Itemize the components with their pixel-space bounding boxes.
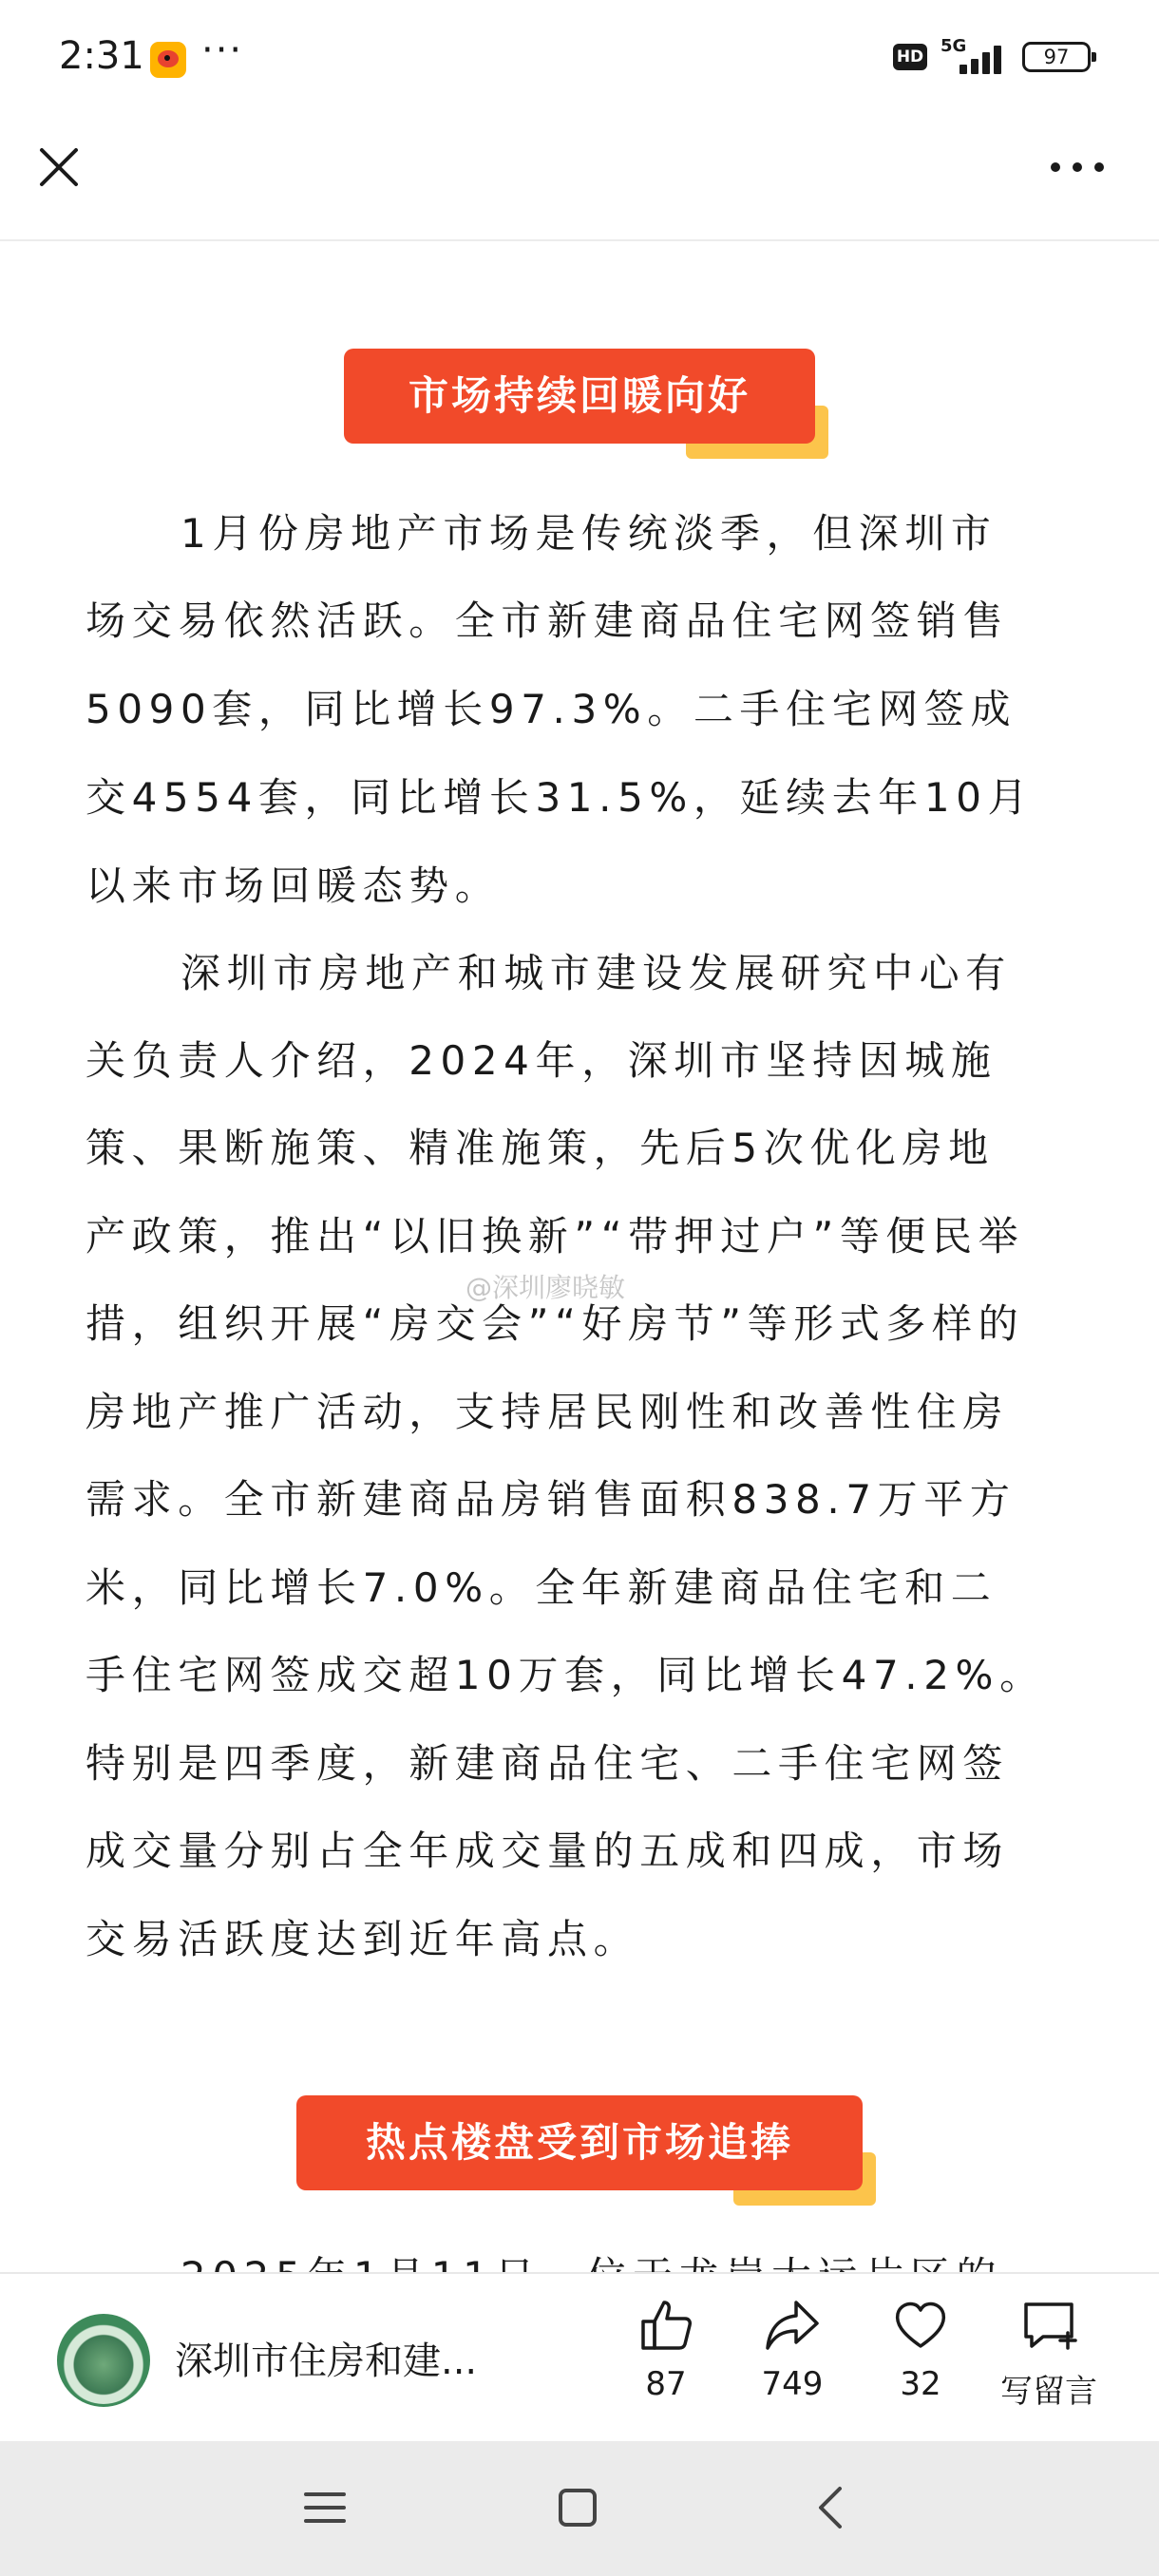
- menu-icon[interactable]: [296, 2479, 353, 2536]
- like-button[interactable]: [604, 2295, 728, 2418]
- section-heading-label: 热点楼盘受到市场追捧: [296, 2095, 863, 2190]
- status-time: 2:31: [59, 34, 144, 78]
- close-icon[interactable]: [34, 142, 84, 192]
- system-navigation-bar: [0, 2441, 1159, 2576]
- paragraph-line: 成交量分别占全年成交量的五成和四成，市场: [86, 1828, 1010, 1874]
- account-avatar[interactable]: [57, 2314, 150, 2407]
- paragraph-line: 场交易依然活跃。全市新建商品住宅网签销售: [86, 597, 1010, 644]
- comment-add-icon: [1018, 2295, 1079, 2356]
- share-button[interactable]: [731, 2295, 854, 2418]
- write-comment-label: 写留言: [1000, 2373, 1097, 2411]
- heart-icon: [890, 2295, 951, 2356]
- paragraph-line: 1月份房地产市场是传统淡季，但深圳市: [180, 510, 998, 557]
- paragraph-line: 深圳市房地产和城市建设发展研究中心有: [180, 950, 1012, 996]
- section-heading-1: [344, 349, 815, 444]
- paragraph-line: 产政策，推出“以旧换新”“带押过户”等便民举: [86, 1213, 1025, 1260]
- battery-indicator: 97: [1022, 42, 1091, 72]
- bottom-action-bar: [0, 2272, 1159, 2441]
- write-comment-button[interactable]: [984, 2295, 1113, 2418]
- favorite-count: 32: [900, 2365, 941, 2403]
- paragraph-line: 交4554套，同比增长31.5%，延续去年10月: [86, 774, 1035, 821]
- share-count: 749: [761, 2365, 824, 2403]
- back-chevron-icon[interactable]: [804, 2479, 861, 2536]
- home-square-icon[interactable]: [549, 2479, 606, 2536]
- like-count: 87: [645, 2365, 687, 2403]
- top-nav: [0, 114, 1159, 241]
- weibo-icon: [150, 42, 186, 78]
- paragraph-line: 关负责人介绍，2024年，深圳市坚持因城施: [86, 1037, 998, 1084]
- status-more-notifications: ···: [201, 28, 244, 72]
- section-heading-2: [296, 2095, 863, 2190]
- section-heading-label: 市场持续回暖向好: [344, 349, 815, 444]
- more-horizontal-icon[interactable]: [1051, 160, 1104, 175]
- paragraph-line: 手住宅网签成交超10万套，同比增长47.2%。: [86, 1652, 1046, 1698]
- paragraph-line: 策、果断施策、精准施策，先后5次优化房地: [86, 1125, 995, 1171]
- paragraph-line: 房地产推广活动，支持居民刚性和改善性住房: [86, 1389, 1010, 1435]
- paragraph-line: 特别是四季度，新建商品住宅、二手住宅网签: [86, 1740, 1010, 1787]
- paragraph-line: 米，同比增长7.0%。全年新建商品住宅和二: [86, 1564, 998, 1611]
- status-bar: [0, 0, 1159, 114]
- hd-badge: HD: [893, 44, 927, 70]
- thumbs-up-icon: [636, 2295, 696, 2356]
- network-type: 5G: [940, 36, 967, 56]
- paragraph-line: 5090套，同比增长97.3%。二手住宅网签成: [86, 686, 1017, 732]
- favorite-button[interactable]: [859, 2295, 982, 2418]
- paragraph-line: 交易活跃度达到近年高点。: [86, 1916, 640, 1962]
- share-forward-icon: [762, 2295, 823, 2356]
- paragraph-line: 措，组织开展“房交会”“好房节”等形式多样的: [86, 1300, 1025, 1347]
- account-name[interactable]: 深圳市住房和建...: [175, 2339, 478, 2383]
- signal-icon: [940, 38, 1009, 76]
- watermark: @深圳廖晓敏: [466, 1272, 626, 1303]
- paragraph-line: 需求。全市新建商品房销售面积838.7万平方: [86, 1476, 1016, 1523]
- paragraph-line: 以来市场回暖态势。: [86, 862, 502, 909]
